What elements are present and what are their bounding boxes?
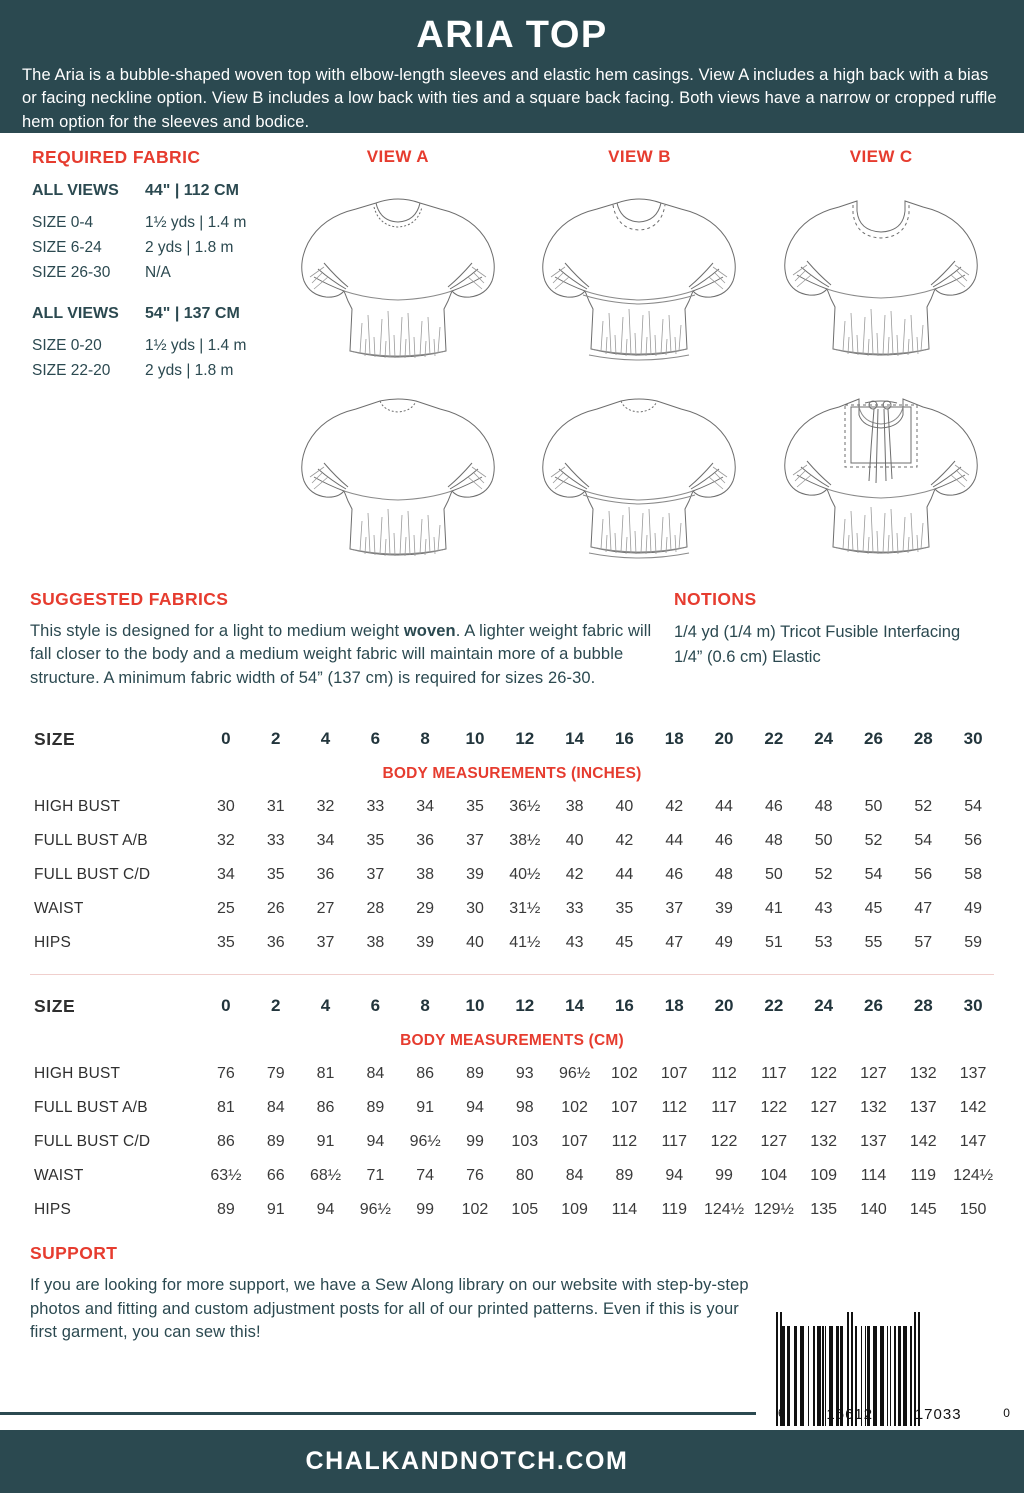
size-col-24: 24 xyxy=(814,729,834,749)
measurement-label: HIPS xyxy=(34,934,71,952)
fabric-size-label: SIZE 6-24 xyxy=(32,239,102,257)
size-chart-inches xyxy=(26,720,998,960)
cell: 102 xyxy=(561,1099,588,1117)
fabric-yardage: 2 yds | 1.8 m xyxy=(145,239,234,257)
cell: 52 xyxy=(864,832,883,850)
page-title: ARIA TOP xyxy=(416,14,608,56)
cell: 25 xyxy=(217,900,235,918)
cell: 114 xyxy=(860,1167,887,1185)
measurement-label: HIPS xyxy=(34,1201,71,1219)
barcode-right-digit: 0 xyxy=(1003,1406,1010,1420)
website-url[interactable]: CHALKANDNOTCH.COM xyxy=(305,1447,629,1475)
cell: 94 xyxy=(665,1167,684,1185)
cell: 38½ xyxy=(509,832,541,850)
cell: 94 xyxy=(366,1133,385,1151)
size-charts-section xyxy=(22,720,1002,1227)
cell: 98 xyxy=(515,1099,534,1117)
cell: 94 xyxy=(316,1201,335,1219)
cell: 94 xyxy=(466,1099,484,1117)
size-col-20: 20 xyxy=(714,729,734,749)
cell: 46 xyxy=(715,832,733,850)
cell: 127 xyxy=(860,1065,887,1083)
cell: 39 xyxy=(416,934,435,952)
notions-item: 1/4 yd (1/4 m) Tricot Fusible Interfacing xyxy=(674,623,961,641)
fabric-yardage: 1½ yds | 1.4 m xyxy=(145,337,247,355)
cell: 48 xyxy=(814,798,833,816)
size-column-header: SIZE xyxy=(34,728,76,749)
table-row xyxy=(26,790,998,824)
top-line-drawing-icon xyxy=(288,385,508,563)
cell: 124½ xyxy=(704,1201,745,1219)
fabric-and-views-section xyxy=(22,147,1002,571)
size-col-10: 10 xyxy=(465,729,485,749)
footer-rule xyxy=(0,1412,756,1415)
cell: 86 xyxy=(316,1099,335,1117)
view-labels xyxy=(277,147,1002,167)
cell: 42 xyxy=(615,832,634,850)
line-drawings-block xyxy=(277,147,1002,571)
size-col-28: 28 xyxy=(913,996,933,1016)
cell: 42 xyxy=(565,866,584,884)
fabric-size-label: SIZE 26-30 xyxy=(32,264,111,282)
suggested-text-after: . A lighter weight fabric will fall closer to the body and a medium weight fabric will maintain more of a bubble structure. A minimum fabric width of 54” (137 cm) is required for sizes 26-30. xyxy=(30,622,652,687)
cell: 51 xyxy=(764,934,783,952)
size-col-0: 0 xyxy=(221,729,231,749)
top-line-drawing-icon xyxy=(529,385,749,563)
pattern-header xyxy=(0,0,1024,133)
fabric-group-header xyxy=(32,301,277,327)
size-col-8: 8 xyxy=(420,996,430,1016)
cell: 48 xyxy=(715,866,733,884)
cell: 35 xyxy=(466,798,484,816)
fabric-group-label: ALL VIEWS xyxy=(32,305,119,323)
table-row xyxy=(26,1193,998,1227)
size-col-10: 10 xyxy=(465,996,485,1016)
fabric-group-header xyxy=(32,178,277,204)
cell: 49 xyxy=(964,900,982,918)
cell: 102 xyxy=(611,1065,638,1083)
cell: 112 xyxy=(611,1133,638,1151)
cell: 86 xyxy=(416,1065,435,1083)
cell: 99 xyxy=(416,1201,435,1219)
garment-view-a-front xyxy=(277,171,519,376)
view-label-c: VIEW C xyxy=(849,147,913,166)
footer-bar xyxy=(0,1430,1024,1493)
cell: 45 xyxy=(615,934,634,952)
cell: 91 xyxy=(416,1099,435,1117)
garment-view-c-back xyxy=(760,376,1002,571)
size-col-6: 6 xyxy=(370,996,381,1016)
cell: 117 xyxy=(761,1065,787,1083)
cell: 124½ xyxy=(953,1167,994,1185)
cell: 30 xyxy=(217,798,235,816)
fabric-size-label: SIZE 0-20 xyxy=(32,337,102,355)
cell: 145 xyxy=(909,1201,937,1219)
cell: 142 xyxy=(909,1133,937,1151)
cell: 79 xyxy=(266,1065,285,1083)
size-col-2: 2 xyxy=(270,996,281,1016)
support-section xyxy=(22,1243,752,1344)
cell: 43 xyxy=(814,900,833,918)
cell: 33 xyxy=(366,798,385,816)
fabric-row xyxy=(32,210,277,235)
required-fabric-table xyxy=(32,178,277,383)
view-label-b: VIEW B xyxy=(608,147,671,166)
cell: 53 xyxy=(814,934,833,952)
cell: 45 xyxy=(864,900,883,918)
cell: 31½ xyxy=(509,900,541,918)
cell: 89 xyxy=(615,1167,634,1185)
measurement-label: WAIST xyxy=(34,1167,84,1185)
cell: 34 xyxy=(217,866,235,884)
suggested-fabrics-heading: SUGGESTED FABRICS xyxy=(30,589,229,609)
size-col-22: 22 xyxy=(764,729,784,749)
size-col-16: 16 xyxy=(614,996,634,1016)
unit-banner-row xyxy=(26,1025,998,1057)
cell: 112 xyxy=(711,1065,737,1083)
cell: 93 xyxy=(515,1065,534,1083)
cell: 41½ xyxy=(509,934,541,952)
garment-view-c-front xyxy=(760,171,1002,376)
cell: 35 xyxy=(217,934,235,952)
measurement-label: FULL BUST C/D xyxy=(34,866,151,884)
cell: 107 xyxy=(611,1099,638,1117)
garment-illustration-grid xyxy=(277,171,1002,571)
cell: 86 xyxy=(217,1133,235,1151)
cell: 54 xyxy=(914,832,933,850)
size-col-24: 24 xyxy=(814,996,834,1016)
measurement-label: FULL BUST C/D xyxy=(34,1133,151,1151)
cell: 99 xyxy=(466,1133,484,1151)
cell: 33 xyxy=(266,832,285,850)
cell: 44 xyxy=(665,832,684,850)
cell: 68½ xyxy=(309,1167,342,1185)
table-row xyxy=(26,858,998,892)
cell: 34 xyxy=(416,798,435,816)
table-header-row xyxy=(26,720,998,758)
cell: 56 xyxy=(964,832,982,850)
table-row xyxy=(26,1091,998,1125)
cell: 81 xyxy=(316,1065,335,1083)
cell: 42 xyxy=(665,798,684,816)
cell: 32 xyxy=(217,832,235,850)
size-col-18: 18 xyxy=(664,729,684,749)
notions-heading: NOTIONS xyxy=(674,589,757,609)
cell: 37 xyxy=(466,832,484,850)
cell: 117 xyxy=(661,1133,687,1151)
required-fabric-heading: REQUIRED FABRIC xyxy=(32,147,201,167)
cell: 109 xyxy=(810,1167,837,1185)
cell: 127 xyxy=(810,1099,837,1117)
cell: 38 xyxy=(565,798,584,816)
cell: 59 xyxy=(964,934,982,952)
cell: 39 xyxy=(715,900,733,918)
cell: 36½ xyxy=(509,798,541,816)
measurement-label: HIGH BUST xyxy=(34,1065,121,1083)
top-line-drawing-icon xyxy=(771,181,991,366)
cell: 99 xyxy=(715,1167,733,1185)
table-row xyxy=(26,1159,998,1193)
cell: 102 xyxy=(461,1201,489,1219)
size-col-2: 2 xyxy=(270,729,281,749)
size-chart-cm xyxy=(26,987,998,1227)
cell: 40 xyxy=(466,934,484,952)
cell: 129½ xyxy=(753,1201,794,1219)
suggested-fabrics-text xyxy=(30,620,660,690)
cell: 36 xyxy=(266,934,285,952)
cell: 137 xyxy=(909,1099,937,1117)
cell: 76 xyxy=(217,1065,235,1083)
cell: 43 xyxy=(565,934,584,952)
pattern-description: The Aria is a bubble-shaped woven top with elbow-length sleeves and elastic hem casings. View A includes a high back with a bias or facing neckline option. View B includes a low back with ties and a square back facing. Both views have a narrow or cropped ruffle hem option for the sleeves and bodice. xyxy=(22,66,997,131)
cell: 89 xyxy=(466,1065,484,1083)
cell: 119 xyxy=(661,1201,687,1219)
cell: 36 xyxy=(416,832,435,850)
size-col-8: 8 xyxy=(420,729,430,749)
size-col-12: 12 xyxy=(515,729,535,749)
cell: 31 xyxy=(266,798,285,816)
cell: 66 xyxy=(266,1167,285,1185)
measurement-label: FULL BUST A/B xyxy=(34,832,148,850)
cell: 91 xyxy=(266,1201,285,1219)
cell: 117 xyxy=(711,1099,737,1117)
size-col-20: 20 xyxy=(714,996,734,1016)
size-col-14: 14 xyxy=(565,996,585,1016)
cell: 40½ xyxy=(509,866,541,884)
cell: 44 xyxy=(715,798,733,816)
size-col-26: 26 xyxy=(864,996,883,1016)
cell: 34 xyxy=(316,832,335,850)
cell: 104 xyxy=(760,1167,788,1185)
cell: 32 xyxy=(316,798,335,816)
garment-view-b-back xyxy=(519,376,761,571)
cell: 132 xyxy=(909,1065,937,1083)
cell: 142 xyxy=(959,1099,987,1117)
cell: 54 xyxy=(864,866,883,884)
cell: 147 xyxy=(959,1133,987,1151)
cell: 26 xyxy=(266,900,285,918)
cell: 89 xyxy=(217,1201,235,1219)
cell: 127 xyxy=(760,1133,788,1151)
measurement-label: WAIST xyxy=(34,900,84,918)
cell: 35 xyxy=(366,832,385,850)
cell: 41 xyxy=(764,900,783,918)
cell: 35 xyxy=(266,866,285,884)
cell: 48 xyxy=(764,832,783,850)
size-col-30: 30 xyxy=(963,729,983,749)
cell: 30 xyxy=(466,900,484,918)
cell: 74 xyxy=(416,1167,435,1185)
cell: 57 xyxy=(914,934,933,952)
cell: 114 xyxy=(611,1201,638,1219)
cell: 46 xyxy=(764,798,783,816)
support-text: If you are looking for more support, we have a Sew Along library on our website with step-by-step photos and fitting and custom adjustment posts for all of our printed patterns. Even if this is your first garment, you can sew this! xyxy=(30,1276,749,1342)
unit-banner-row xyxy=(26,758,998,790)
fabric-row xyxy=(32,260,277,285)
top-line-drawing-tie-back-icon xyxy=(771,385,991,563)
cell: 140 xyxy=(860,1201,887,1219)
cell: 52 xyxy=(814,866,833,884)
cell: 38 xyxy=(366,934,385,952)
size-col-16: 16 xyxy=(614,729,634,749)
table-row xyxy=(26,1057,998,1091)
table-row xyxy=(26,892,998,926)
cell: 89 xyxy=(266,1133,285,1151)
size-col-4: 4 xyxy=(320,996,331,1016)
cell: 96½ xyxy=(359,1201,391,1219)
cell: 119 xyxy=(910,1167,937,1185)
top-line-drawing-icon xyxy=(288,181,508,366)
barcode-digits xyxy=(776,1406,1012,1423)
cell: 33 xyxy=(565,900,584,918)
view-label-a: VIEW A xyxy=(366,147,429,166)
cell: 122 xyxy=(710,1133,738,1151)
size-col-22: 22 xyxy=(764,996,784,1016)
cell: 35 xyxy=(615,900,634,918)
garment-view-b-front xyxy=(519,171,761,376)
unit-banner-inches: BODY MEASUREMENTS (INCHES) xyxy=(382,765,642,783)
barcode-left-digit: 6 xyxy=(778,1406,785,1420)
top-line-drawing-icon xyxy=(529,181,749,366)
fabric-yardage: N/A xyxy=(145,264,171,282)
table-header-row xyxy=(26,987,998,1025)
notions-block xyxy=(660,589,1002,690)
size-col-12: 12 xyxy=(515,996,535,1016)
table-row xyxy=(26,926,998,960)
measurement-label: FULL BUST A/B xyxy=(34,1099,148,1117)
cell: 150 xyxy=(959,1201,987,1219)
cell: 28 xyxy=(366,900,385,918)
cell: 40 xyxy=(565,832,584,850)
cell: 50 xyxy=(764,866,783,884)
cell: 135 xyxy=(810,1201,837,1219)
cell: 107 xyxy=(561,1133,588,1151)
fabric-size-label: SIZE 0-4 xyxy=(32,213,94,231)
cell: 37 xyxy=(366,866,385,884)
cell: 89 xyxy=(366,1099,385,1117)
cell: 84 xyxy=(366,1065,385,1083)
fabric-row xyxy=(32,235,277,260)
cell: 37 xyxy=(316,934,335,952)
cell: 63½ xyxy=(210,1167,242,1185)
fabric-group-label: ALL VIEWS xyxy=(32,182,119,199)
size-col-18: 18 xyxy=(664,996,684,1016)
size-col-14: 14 xyxy=(565,729,585,749)
cell: 36 xyxy=(316,866,335,884)
cell: 105 xyxy=(511,1201,539,1219)
fabric-yardage: 1½ yds | 1.4 m xyxy=(145,213,247,231)
cell: 44 xyxy=(615,866,634,884)
cell: 96½ xyxy=(409,1133,441,1151)
required-fabric-block xyxy=(22,147,277,571)
size-col-4: 4 xyxy=(320,729,331,749)
fabric-size-label: SIZE 22-20 xyxy=(32,362,111,380)
cell: 39 xyxy=(466,866,484,884)
cell: 132 xyxy=(860,1099,887,1117)
fabrics-notions-section xyxy=(22,589,1002,690)
cell: 40 xyxy=(615,798,634,816)
size-column-header: SIZE xyxy=(34,995,76,1016)
table-row xyxy=(26,1125,998,1159)
cell: 58 xyxy=(964,866,982,884)
cell: 38 xyxy=(416,866,435,884)
cell: 80 xyxy=(515,1167,534,1185)
cell: 84 xyxy=(565,1167,584,1185)
garment-view-a-back xyxy=(277,376,519,571)
suggested-text-bold: woven xyxy=(403,622,456,640)
spacer xyxy=(32,285,277,301)
cell: 84 xyxy=(266,1099,285,1117)
suggested-fabrics-block xyxy=(30,589,660,690)
cell: 50 xyxy=(814,832,833,850)
cell: 137 xyxy=(959,1065,987,1083)
notions-item: 1/4” (0.6 cm) Elastic xyxy=(674,647,821,666)
unit-banner-cm: BODY MEASUREMENTS (CM) xyxy=(400,1032,624,1050)
cell: 56 xyxy=(914,866,933,884)
cell: 52 xyxy=(914,798,933,816)
cell: 29 xyxy=(416,900,435,918)
size-col-30: 30 xyxy=(963,996,983,1016)
size-col-0: 0 xyxy=(221,996,231,1016)
barcode-group-2: 17033 xyxy=(914,1406,962,1423)
size-col-26: 26 xyxy=(864,729,883,749)
cell: 81 xyxy=(217,1099,235,1117)
fabric-group-width: 54" | 137 CM xyxy=(145,305,240,323)
fabric-yardage: 2 yds | 1.8 m xyxy=(145,362,234,380)
cell: 37 xyxy=(665,900,684,918)
cell: 109 xyxy=(561,1201,588,1219)
cell: 112 xyxy=(661,1099,687,1117)
size-col-28: 28 xyxy=(913,729,933,749)
fabric-row xyxy=(32,333,277,358)
support-heading: SUPPORT xyxy=(30,1243,118,1264)
cell: 50 xyxy=(864,798,883,816)
cell: 55 xyxy=(864,934,883,952)
measurement-label: HIGH BUST xyxy=(34,798,121,816)
barcode-group-1: 16612 xyxy=(826,1406,874,1423)
cell: 49 xyxy=(715,934,733,952)
fabric-group-width: 44" | 112 CM xyxy=(145,182,239,199)
cell: 132 xyxy=(810,1133,837,1151)
cell: 47 xyxy=(914,900,933,918)
cell: 103 xyxy=(511,1133,539,1151)
table-divider xyxy=(30,974,994,975)
cell: 91 xyxy=(316,1133,335,1151)
cell: 46 xyxy=(665,866,684,884)
table-row xyxy=(26,824,998,858)
suggested-text-before: This style is designed for a light to medium weight xyxy=(30,622,404,640)
fabric-row xyxy=(32,358,277,383)
cell: 122 xyxy=(760,1099,788,1117)
size-col-6: 6 xyxy=(370,729,381,749)
cell: 27 xyxy=(316,900,335,918)
cell: 107 xyxy=(660,1065,688,1083)
cell: 47 xyxy=(665,934,684,952)
cell: 71 xyxy=(366,1167,385,1185)
cell: 76 xyxy=(466,1167,484,1185)
cell: 122 xyxy=(810,1065,837,1083)
cell: 96½ xyxy=(559,1065,591,1083)
cell: 137 xyxy=(860,1133,887,1151)
cell: 54 xyxy=(964,798,982,816)
